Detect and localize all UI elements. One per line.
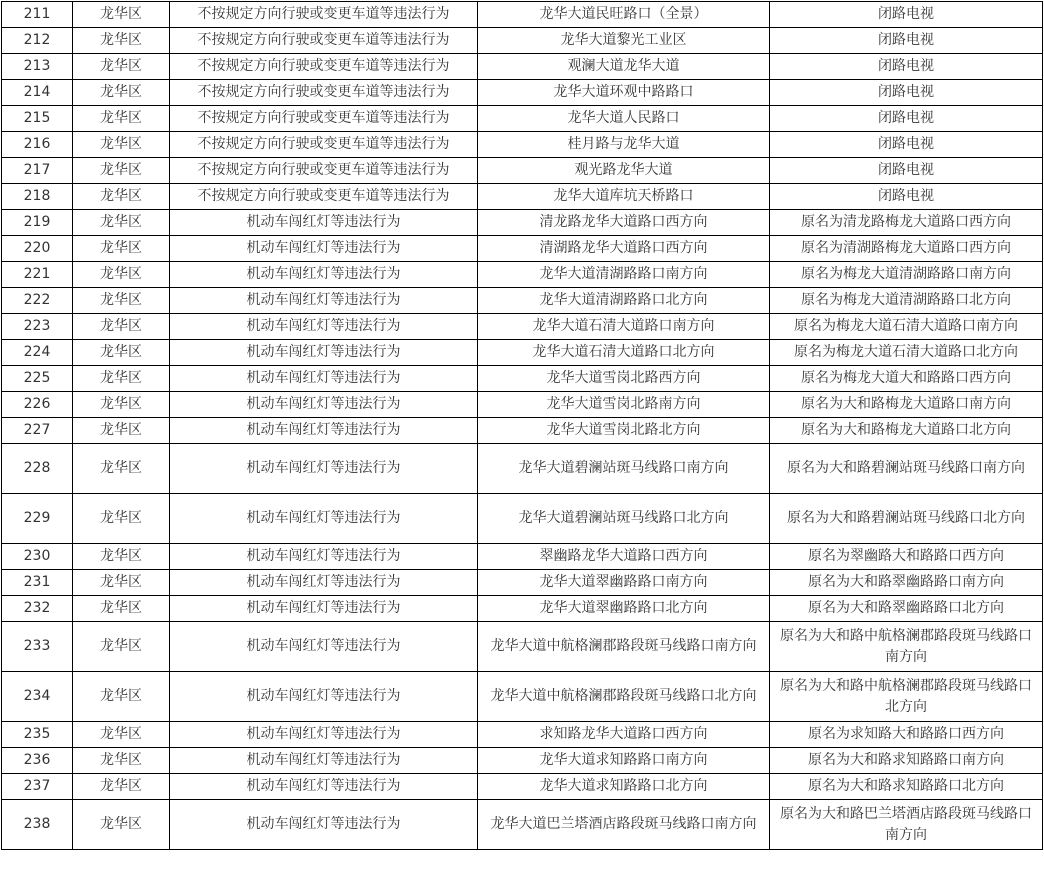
table-row bbox=[2, 774, 1043, 800]
table-row bbox=[2, 262, 1043, 288]
row-number-cell: 218 bbox=[2, 184, 73, 210]
violation-type-cell: 不按规定方向行驶或变更车道等违法行为 bbox=[170, 54, 478, 80]
district-cell: 龙华区 bbox=[73, 774, 170, 800]
district-cell: 龙华区 bbox=[73, 570, 170, 596]
row-number-cell: 238 bbox=[2, 800, 73, 850]
violation-type-cell: 机动车闯红灯等违法行为 bbox=[170, 544, 478, 570]
district-cell: 龙华区 bbox=[73, 340, 170, 366]
note-cell: 原名为大和路求知路路口北方向 bbox=[770, 774, 1043, 800]
table-row bbox=[2, 158, 1043, 184]
note-cell: 闭路电视 bbox=[770, 184, 1043, 210]
table-row bbox=[2, 54, 1043, 80]
violation-type-cell: 机动车闯红灯等违法行为 bbox=[170, 418, 478, 444]
location-cell: 龙华大道雪岗北路北方向 bbox=[478, 418, 770, 444]
row-number-cell: 226 bbox=[2, 392, 73, 418]
district-cell: 龙华区 bbox=[73, 314, 170, 340]
location-cell: 龙华大道中航格澜郡路段斑马线路口北方向 bbox=[478, 672, 770, 722]
row-number-cell: 213 bbox=[2, 54, 73, 80]
location-cell: 龙华大道石清大道路口北方向 bbox=[478, 340, 770, 366]
row-number-cell: 220 bbox=[2, 236, 73, 262]
note-cell: 原名为大和路碧澜站斑马线路口南方向 bbox=[770, 444, 1043, 494]
district-cell: 龙华区 bbox=[73, 2, 170, 28]
table-row bbox=[2, 210, 1043, 236]
note-cell: 原名为梅龙大道石清大道路口南方向 bbox=[770, 314, 1043, 340]
note-cell: 原名为求知路大和路路口西方向 bbox=[770, 722, 1043, 748]
table-row bbox=[2, 106, 1043, 132]
row-number-cell: 234 bbox=[2, 672, 73, 722]
location-cell: 龙华大道翠幽路路口南方向 bbox=[478, 570, 770, 596]
violation-type-cell: 机动车闯红灯等违法行为 bbox=[170, 392, 478, 418]
district-cell: 龙华区 bbox=[73, 596, 170, 622]
location-cell: 龙华大道人民路口 bbox=[478, 106, 770, 132]
location-cell: 观光路龙华大道 bbox=[478, 158, 770, 184]
note-cell: 原名为大和路中航格澜郡路段斑马线路口南方向 bbox=[770, 622, 1043, 672]
district-cell: 龙华区 bbox=[73, 288, 170, 314]
location-cell: 龙华大道翠幽路路口北方向 bbox=[478, 596, 770, 622]
location-cell: 龙华大道碧澜站斑马线路口北方向 bbox=[478, 494, 770, 544]
note-cell: 原名为梅龙大道清湖路路口南方向 bbox=[770, 262, 1043, 288]
violation-type-cell: 机动车闯红灯等违法行为 bbox=[170, 262, 478, 288]
district-cell: 龙华区 bbox=[73, 210, 170, 236]
district-cell: 龙华区 bbox=[73, 158, 170, 184]
row-number-cell: 219 bbox=[2, 210, 73, 236]
violation-type-cell: 机动车闯红灯等违法行为 bbox=[170, 314, 478, 340]
table-row bbox=[2, 418, 1043, 444]
district-cell: 龙华区 bbox=[73, 672, 170, 722]
row-number-cell: 225 bbox=[2, 366, 73, 392]
note-cell: 原名为大和路碧澜站斑马线路口北方向 bbox=[770, 494, 1043, 544]
district-cell: 龙华区 bbox=[73, 800, 170, 850]
row-number-cell: 211 bbox=[2, 2, 73, 28]
row-number-cell: 232 bbox=[2, 596, 73, 622]
district-cell: 龙华区 bbox=[73, 54, 170, 80]
note-cell: 闭路电视 bbox=[770, 106, 1043, 132]
table-body bbox=[2, 2, 1043, 850]
location-cell: 观澜大道龙华大道 bbox=[478, 54, 770, 80]
table-row bbox=[2, 494, 1043, 544]
violation-type-cell: 不按规定方向行驶或变更车道等违法行为 bbox=[170, 80, 478, 106]
table-row bbox=[2, 236, 1043, 262]
location-cell: 龙华大道中航格澜郡路段斑马线路口南方向 bbox=[478, 622, 770, 672]
district-cell: 龙华区 bbox=[73, 392, 170, 418]
note-cell: 闭路电视 bbox=[770, 28, 1043, 54]
district-cell: 龙华区 bbox=[73, 544, 170, 570]
camera-location-table bbox=[1, 1, 1043, 850]
location-cell: 龙华大道民旺路口（全景） bbox=[478, 2, 770, 28]
note-cell: 闭路电视 bbox=[770, 132, 1043, 158]
note-cell: 原名为大和路翠幽路路口北方向 bbox=[770, 596, 1043, 622]
district-cell: 龙华区 bbox=[73, 366, 170, 392]
row-number-cell: 221 bbox=[2, 262, 73, 288]
note-cell: 原名为大和路中航格澜郡路段斑马线路口北方向 bbox=[770, 672, 1043, 722]
violation-type-cell: 机动车闯红灯等违法行为 bbox=[170, 800, 478, 850]
location-cell: 龙华大道清湖路路口北方向 bbox=[478, 288, 770, 314]
note-cell: 闭路电视 bbox=[770, 54, 1043, 80]
table-row bbox=[2, 672, 1043, 722]
violation-type-cell: 机动车闯红灯等违法行为 bbox=[170, 444, 478, 494]
table-row bbox=[2, 132, 1043, 158]
table-row bbox=[2, 28, 1043, 54]
table-row bbox=[2, 392, 1043, 418]
location-cell: 翠幽路龙华大道路口西方向 bbox=[478, 544, 770, 570]
note-cell: 闭路电视 bbox=[770, 2, 1043, 28]
row-number-cell: 236 bbox=[2, 748, 73, 774]
violation-type-cell: 不按规定方向行驶或变更车道等违法行为 bbox=[170, 158, 478, 184]
row-number-cell: 228 bbox=[2, 444, 73, 494]
note-cell: 原名为大和路梅龙大道路口南方向 bbox=[770, 392, 1043, 418]
row-number-cell: 233 bbox=[2, 622, 73, 672]
violation-type-cell: 机动车闯红灯等违法行为 bbox=[170, 722, 478, 748]
location-cell: 龙华大道黎光工业区 bbox=[478, 28, 770, 54]
table-row bbox=[2, 596, 1043, 622]
location-cell: 龙华大道雪岗北路西方向 bbox=[478, 366, 770, 392]
district-cell: 龙华区 bbox=[73, 236, 170, 262]
violation-type-cell: 机动车闯红灯等违法行为 bbox=[170, 596, 478, 622]
district-cell: 龙华区 bbox=[73, 418, 170, 444]
location-cell: 龙华大道石清大道路口南方向 bbox=[478, 314, 770, 340]
row-number-cell: 212 bbox=[2, 28, 73, 54]
row-number-cell: 227 bbox=[2, 418, 73, 444]
table-row bbox=[2, 340, 1043, 366]
location-cell: 龙华大道巴兰塔酒店路段斑马线路口南方向 bbox=[478, 800, 770, 850]
district-cell: 龙华区 bbox=[73, 494, 170, 544]
table-row bbox=[2, 80, 1043, 106]
location-cell: 清龙路龙华大道路口西方向 bbox=[478, 210, 770, 236]
table-row bbox=[2, 314, 1043, 340]
table-row bbox=[2, 748, 1043, 774]
violation-type-cell: 机动车闯红灯等违法行为 bbox=[170, 236, 478, 262]
violation-type-cell: 机动车闯红灯等违法行为 bbox=[170, 748, 478, 774]
district-cell: 龙华区 bbox=[73, 748, 170, 774]
district-cell: 龙华区 bbox=[73, 184, 170, 210]
row-number-cell: 214 bbox=[2, 80, 73, 106]
row-number-cell: 217 bbox=[2, 158, 73, 184]
district-cell: 龙华区 bbox=[73, 132, 170, 158]
table-row bbox=[2, 722, 1043, 748]
table-row bbox=[2, 570, 1043, 596]
row-number-cell: 237 bbox=[2, 774, 73, 800]
location-cell: 龙华大道库坑天桥路口 bbox=[478, 184, 770, 210]
violation-type-cell: 机动车闯红灯等违法行为 bbox=[170, 622, 478, 672]
district-cell: 龙华区 bbox=[73, 722, 170, 748]
note-cell: 原名为清湖路梅龙大道路口西方向 bbox=[770, 236, 1043, 262]
violation-type-cell: 机动车闯红灯等违法行为 bbox=[170, 494, 478, 544]
note-cell: 原名为梅龙大道大和路路口西方向 bbox=[770, 366, 1043, 392]
location-cell: 龙华大道雪岗北路南方向 bbox=[478, 392, 770, 418]
violation-type-cell: 机动车闯红灯等违法行为 bbox=[170, 570, 478, 596]
table-row bbox=[2, 184, 1043, 210]
note-cell: 闭路电视 bbox=[770, 80, 1043, 106]
row-number-cell: 235 bbox=[2, 722, 73, 748]
violation-type-cell: 不按规定方向行驶或变更车道等违法行为 bbox=[170, 28, 478, 54]
violation-type-cell: 机动车闯红灯等违法行为 bbox=[170, 288, 478, 314]
row-number-cell: 230 bbox=[2, 544, 73, 570]
row-number-cell: 231 bbox=[2, 570, 73, 596]
note-cell: 原名为大和路翠幽路路口南方向 bbox=[770, 570, 1043, 596]
row-number-cell: 222 bbox=[2, 288, 73, 314]
district-cell: 龙华区 bbox=[73, 80, 170, 106]
violation-type-cell: 机动车闯红灯等违法行为 bbox=[170, 340, 478, 366]
table-row bbox=[2, 2, 1043, 28]
row-number-cell: 223 bbox=[2, 314, 73, 340]
row-number-cell: 224 bbox=[2, 340, 73, 366]
location-cell: 龙华大道碧澜站斑马线路口南方向 bbox=[478, 444, 770, 494]
table-row bbox=[2, 366, 1043, 392]
violation-type-cell: 不按规定方向行驶或变更车道等违法行为 bbox=[170, 2, 478, 28]
row-number-cell: 216 bbox=[2, 132, 73, 158]
table-row bbox=[2, 800, 1043, 850]
note-cell: 原名为清龙路梅龙大道路口西方向 bbox=[770, 210, 1043, 236]
violation-type-cell: 不按规定方向行驶或变更车道等违法行为 bbox=[170, 106, 478, 132]
violation-type-cell: 机动车闯红灯等违法行为 bbox=[170, 210, 478, 236]
violation-type-cell: 机动车闯红灯等违法行为 bbox=[170, 366, 478, 392]
district-cell: 龙华区 bbox=[73, 28, 170, 54]
district-cell: 龙华区 bbox=[73, 444, 170, 494]
location-cell: 龙华大道求知路路口北方向 bbox=[478, 774, 770, 800]
location-cell: 龙华大道清湖路路口南方向 bbox=[478, 262, 770, 288]
location-cell: 求知路龙华大道路口西方向 bbox=[478, 722, 770, 748]
violation-type-cell: 机动车闯红灯等违法行为 bbox=[170, 672, 478, 722]
note-cell: 原名为翠幽路大和路路口西方向 bbox=[770, 544, 1043, 570]
violation-type-cell: 机动车闯红灯等违法行为 bbox=[170, 774, 478, 800]
note-cell: 闭路电视 bbox=[770, 158, 1043, 184]
location-cell: 龙华大道求知路路口南方向 bbox=[478, 748, 770, 774]
district-cell: 龙华区 bbox=[73, 106, 170, 132]
table-row bbox=[2, 622, 1043, 672]
district-cell: 龙华区 bbox=[73, 622, 170, 672]
note-cell: 原名为梅龙大道石清大道路口北方向 bbox=[770, 340, 1043, 366]
location-cell: 龙华大道环观中路路口 bbox=[478, 80, 770, 106]
row-number-cell: 215 bbox=[2, 106, 73, 132]
row-number-cell: 229 bbox=[2, 494, 73, 544]
note-cell: 原名为大和路梅龙大道路口北方向 bbox=[770, 418, 1043, 444]
location-cell: 清湖路龙华大道路口西方向 bbox=[478, 236, 770, 262]
note-cell: 原名为大和路巴兰塔酒店路段斑马线路口南方向 bbox=[770, 800, 1043, 850]
table-row bbox=[2, 444, 1043, 494]
violation-type-cell: 不按规定方向行驶或变更车道等违法行为 bbox=[170, 184, 478, 210]
table-row bbox=[2, 544, 1043, 570]
note-cell: 原名为大和路求知路路口南方向 bbox=[770, 748, 1043, 774]
location-cell: 桂月路与龙华大道 bbox=[478, 132, 770, 158]
violation-type-cell: 不按规定方向行驶或变更车道等违法行为 bbox=[170, 132, 478, 158]
note-cell: 原名为梅龙大道清湖路路口北方向 bbox=[770, 288, 1043, 314]
table-row bbox=[2, 288, 1043, 314]
district-cell: 龙华区 bbox=[73, 262, 170, 288]
